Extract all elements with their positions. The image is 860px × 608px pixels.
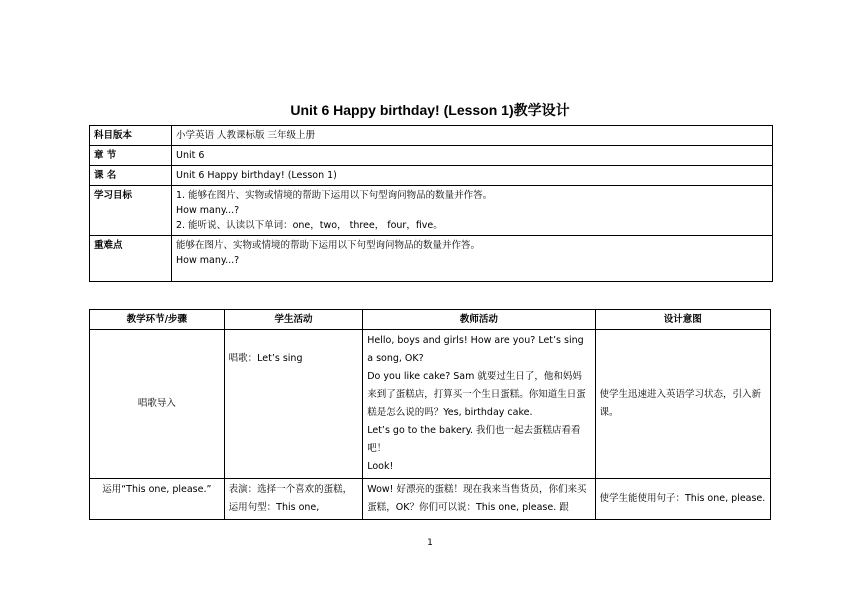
teacher-line: Hello, boys and girls! How are you? Let’s sing a song, OK?: [367, 335, 584, 364]
info-value: Unit 6: [172, 146, 773, 166]
info-label: 科目版本: [90, 126, 172, 146]
lesson-table: [89, 309, 771, 520]
design-intent-cell: 使学生迅速进入英语学习状态，引入新课。: [595, 330, 771, 479]
step-cell: 运用“This one, please.”: [90, 479, 225, 520]
info-row-chapter: [90, 146, 773, 166]
key-point-line: How many...?: [176, 255, 240, 266]
teacher-activity-cell: [363, 330, 595, 479]
info-value: Unit 6 Happy birthday! (Lesson 1): [172, 166, 773, 186]
lesson-row: [90, 479, 771, 520]
page-number: 1: [427, 538, 433, 548]
header-design-intent: 设计意图: [595, 310, 771, 330]
teacher-activity-cell: Wow! 好漂亮的蛋糕！现在我来当售货员，你们来买蛋糕，OK？你们可以说：This one, please. 跟: [363, 479, 595, 520]
info-row-lesson-name: [90, 166, 773, 186]
info-value: 小学英语 人教课标版 三年级上册: [172, 126, 773, 146]
student-activity-cell: 唱歌：Let’s sing: [224, 330, 363, 479]
info-row-subject: [90, 126, 773, 146]
info-value-key-points: [172, 236, 773, 282]
teacher-line: Let’s go to the bakery. 我们也一起去蛋糕店看看吧！: [367, 425, 581, 454]
header-teacher-activity: 教师活动: [363, 310, 595, 330]
key-point-line: 能够在图片、实物或情境的帮助下运用以下句型询问物品的数量并作答。: [176, 240, 481, 251]
step-cell: 唱歌导入: [90, 330, 225, 479]
header-step: 教学环节/步骤: [90, 310, 225, 330]
header-student-activity: 学生活动: [224, 310, 363, 330]
info-label: 学习目标: [90, 186, 172, 236]
info-label: 重难点: [90, 236, 172, 282]
lesson-row: [90, 330, 771, 479]
teacher-line: Look!: [367, 461, 394, 472]
document-title: Unit 6 Happy birthday! (Lesson 1)教学设计: [290, 102, 570, 118]
objective-line: 1. 能够在图片、实物或情境的帮助下运用以下句型询问物品的数量并作答。: [176, 190, 493, 201]
info-value-objectives: [172, 186, 773, 236]
info-table: [89, 125, 773, 282]
teacher-line: Do you like cake? Sam 就要过生日了，他和妈妈来到了蛋糕店，打算买一个生日蛋糕。你知道生日蛋糕是怎么说的吗？Yes, birthday cake.: [367, 371, 586, 418]
objective-line: 2. 能听说、认读以下单词：one，two， three， four，five。: [176, 220, 443, 231]
info-row-objectives: [90, 186, 773, 236]
student-activity-cell: 表演：选择一个喜欢的蛋糕，运用句型：This one,: [224, 479, 363, 520]
lesson-header-row: [90, 310, 771, 330]
info-label: 章 节: [90, 146, 172, 166]
objective-line: How many...?: [176, 205, 240, 216]
info-row-key-points: [90, 236, 773, 282]
design-intent-cell: 使学生能使用句子：This one, please.: [595, 479, 771, 520]
info-label: 课 名: [90, 166, 172, 186]
